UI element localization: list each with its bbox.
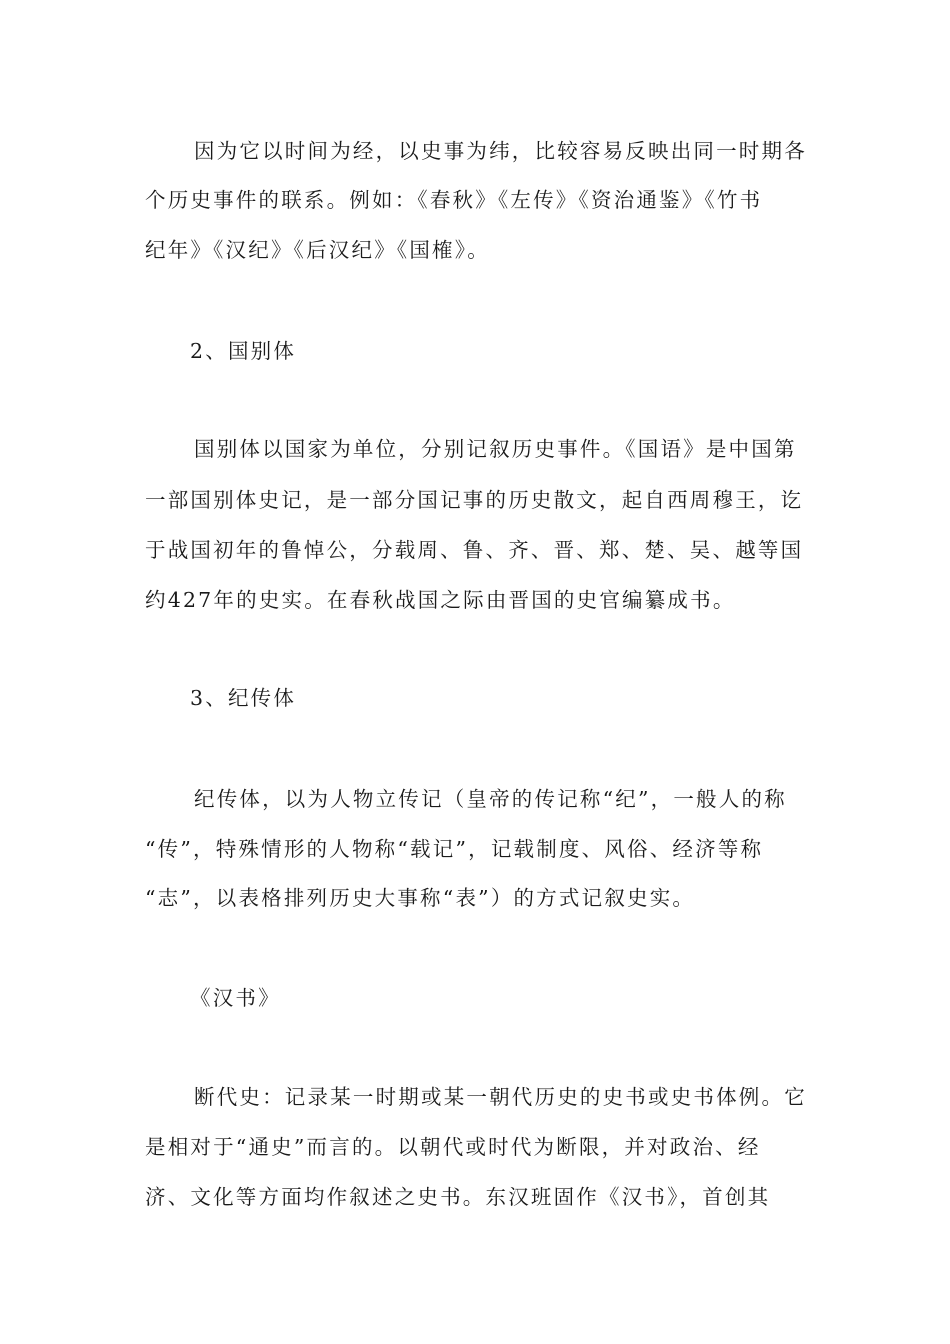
section-heading-3: 3、纪传体 [190, 686, 297, 710]
paragraph-4-line-3: 济、文化等方面均作叙述之史书。东汉班固作《汉书》，首创其 [145, 1185, 771, 1209]
paragraph-4-line-2: 是相对于“通史”而言的。以朝代或时代为断限，并对政治、经 [145, 1135, 761, 1159]
paragraph-2-line-2: 一部国别体史记，是一部分国记事的历史散文，起自西周穆王，讫 [145, 488, 804, 512]
paragraph-2-line-3: 于战国初年的鲁悼公，分载周、鲁、齐、晋、郑、楚、吴、越等国 [145, 538, 804, 562]
paragraph-4-line-1: 断代史：记录某一时期或某一朝代历史的史书或史书体例。它 [194, 1085, 807, 1109]
paragraph-1-line-1: 因为它以时间为经，以史事为纬，比较容易反映出同一时期各 [194, 139, 807, 163]
paragraph-2-line-1: 国别体以国家为单位，分别记叙历史事件。《国语》是中国第 [194, 437, 797, 461]
paragraph-1-line-2: 个历史事件的联系。例如：《春秋》《左传》《资治通鉴》《竹书 [145, 188, 763, 212]
section-heading-2: 2、国别体 [190, 339, 297, 363]
paragraph-1-line-3: 纪年》《汉纪》《后汉纪》《国榷》。 [145, 238, 490, 262]
paragraph-3-line-3: “志”，以表格排列历史大事称“表”）的方式记叙史实。 [145, 886, 696, 910]
section-heading-4: 《汉书》 [190, 986, 281, 1010]
paragraph-2-line-4: 约427年的史实。在春秋战国之际由晋国的史官编纂成书。 [145, 588, 736, 612]
paragraph-3-line-2: “传”，特殊情形的人物称“载记”，记载制度、风俗、经济等称 [145, 837, 764, 861]
paragraph-3-line-1: 纪传体，以为人物立传记（皇帝的传记称“纪”，一般人的称 [194, 787, 787, 811]
